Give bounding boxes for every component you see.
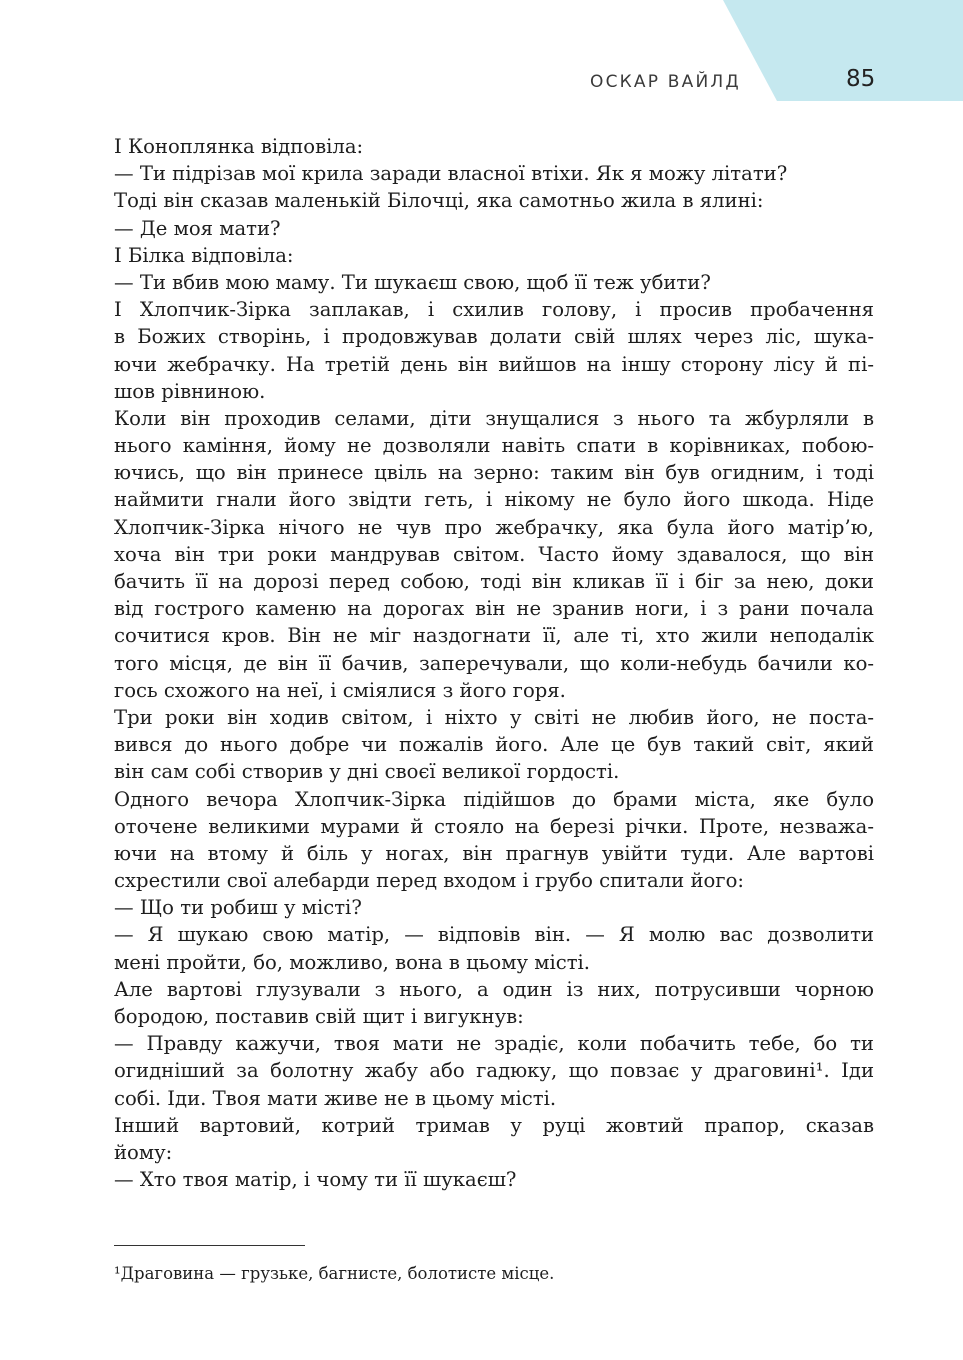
header-accent-band <box>723 0 963 101</box>
running-head: ОСКАР ВАЙЛД <box>590 72 741 92</box>
text-line: шов рівниною. <box>114 379 266 403</box>
text-line: схрестили свої алебарди перед входом і грубо спитали його: <box>114 869 744 893</box>
text-line: йому: <box>114 1140 173 1164</box>
text-line: нього каміння, йому не дозволяли навіть спати в корівниках, побою- <box>114 434 874 458</box>
text-line: — Правду кажучи, твоя мати не зрадіє, коли побачить тебе, бо ти <box>114 1032 874 1056</box>
text-line: Тоді він сказав маленькій Білочці, яка самотньо жила в ялині: <box>114 189 764 213</box>
text-line: І Білка відповіла: <box>114 243 294 267</box>
text-line: від гострого каменю на дорогах він не зранив ноги, і з рани почала <box>114 597 874 621</box>
text-line: Коли він проходив селами, діти знущалися з нього та жбурляли в <box>114 406 874 430</box>
text-line: Але вартові глузували з нього, а один із них, потрусивши чорною <box>114 977 874 1001</box>
text-line: огидніший за болотну жабу або гадюку, що повзає у драговині¹. Іди <box>114 1059 874 1083</box>
text-line: гось схожого на неї, і сміялися з його горя. <box>114 678 566 702</box>
text-line: І Коноплянка відповіла: <box>114 135 364 158</box>
text-line: бачить її на дорозі перед собою, тоді він кликав її і біг за нею, доки <box>114 570 874 593</box>
page-number: 85 <box>846 66 876 92</box>
text-line: оточене великими мурами й стояло на березі річки. Проте, незважа- <box>114 814 874 838</box>
text-line: ючи на втому й біль у ногах, він прагнув увійти туди. Але вартові <box>114 841 874 865</box>
text-line: — Ти підрізав мої крила заради власної втіхи. Як я можу літати? <box>114 162 788 186</box>
text-line: Хлопчик-Зірка нічого не чув про жебрачку, яка була його матір’ю, <box>114 515 874 539</box>
text-line: наймити гнали його звідти геть, і нікому не було його шкода. Ніде <box>114 488 874 512</box>
text-line: вився до нього добре чи пожалів його. Але це був такий світ, який <box>114 733 874 757</box>
text-line: мені пройти, бо, можливо, вона в цьому місті. <box>114 950 591 974</box>
text-line: в Божих створінь, і продовжував долати свій шлях через ліс, шука- <box>114 325 874 349</box>
text-line: він сам собі створив у дні своєї великої гордості. <box>114 760 620 784</box>
text-line: — Я шукаю свою матір, — відповів він. — Я молю вас дозволити <box>114 923 874 947</box>
text-line: — Ти вбив мою маму. Ти шукаєш свою, щоб її теж убити? <box>114 270 711 294</box>
text-line: — Хто твоя матір, і чому ти її шукаєш? <box>114 1168 517 1192</box>
text-line: Три роки він ходив світом, і ніхто у світі не любив його, не поста- <box>114 705 874 729</box>
footnote-divider <box>114 1245 305 1246</box>
text-line: Одного вечора Хлопчик-Зірка підійшов до брами міста, яке було <box>114 787 874 811</box>
footnote: ¹Драговина — грузьке, багнисте, болотисте місце. <box>114 1264 555 1283</box>
text-line: собі. Іди. Твоя мати живе не в цьому місті. <box>114 1086 557 1110</box>
text-line: — Де моя мати? <box>114 216 281 240</box>
text-line: бородою, поставив свій щит і вигукнув: <box>114 1005 524 1028</box>
text-line: хоча він три роки мандрував світом. Часто йому здавалося, що він <box>114 542 874 566</box>
body-text <box>114 133 874 1193</box>
text-line: — Що ти робиш у місті? <box>114 896 362 920</box>
text-line: сочитися кров. Він не міг наздогнати її, але ті, хто жили неподалік <box>114 624 874 648</box>
text-line: Інший вартовий, котрий тримав у руці жовтий прапор, сказав <box>114 1113 874 1137</box>
text-line: ючись, що він принесе цвіль на зерно: таким він був огидним, і тоді <box>114 461 874 485</box>
text-line: І Хлопчик-Зірка заплакав, і схилив голову, і просив пробачення <box>114 298 874 322</box>
text-line: ючи жебрачку. На третій день він вийшов на іншу сторону лісу й пі- <box>114 352 874 376</box>
text-line: того місця, де він її бачив, заперечували, що коли-небудь бачили ко- <box>114 651 874 675</box>
